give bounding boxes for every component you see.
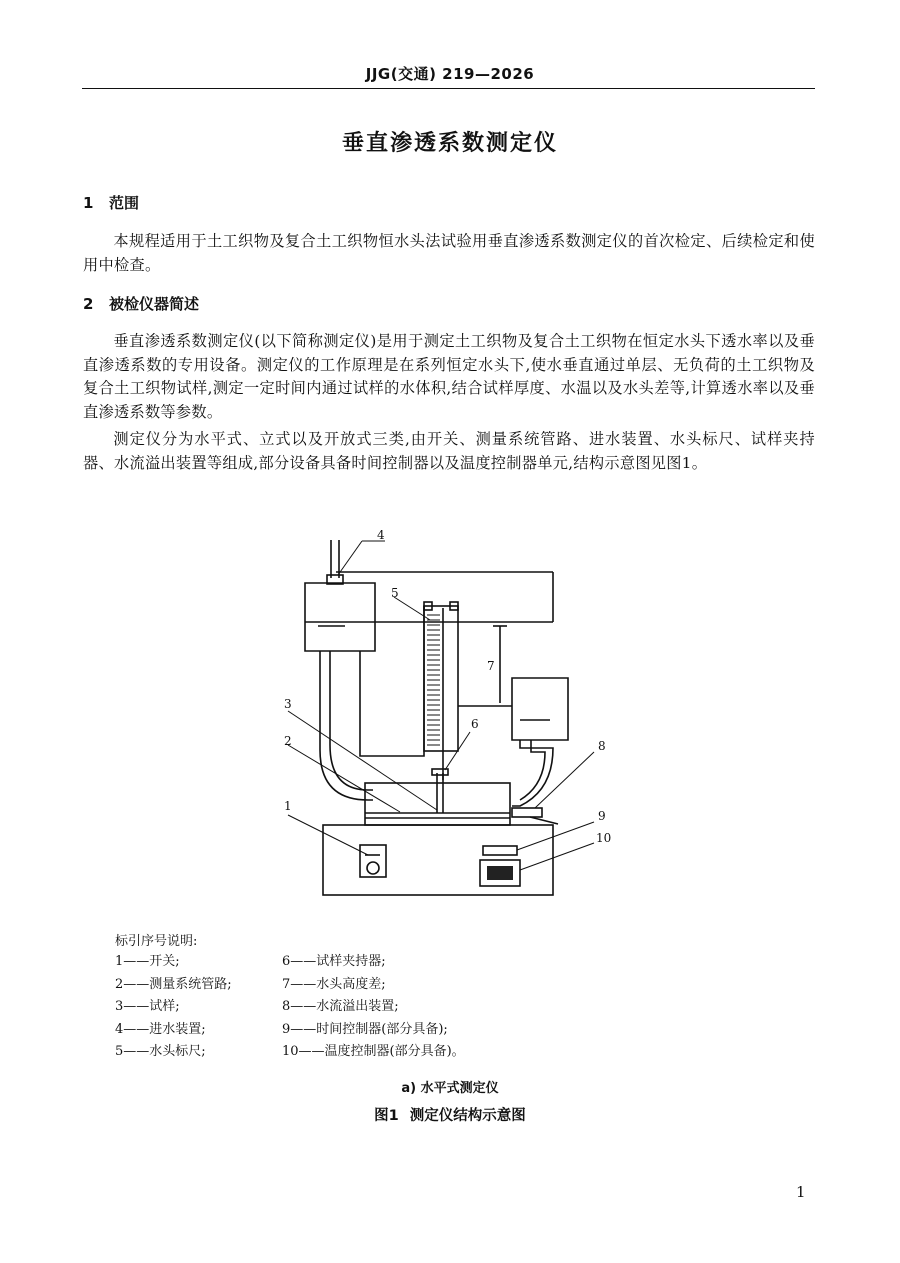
document-title: 垂直渗透系数测定仪 xyxy=(341,131,558,156)
legend-item: 3——试样; xyxy=(115,999,180,1014)
callout-1: 1 xyxy=(284,799,292,813)
callout-2: 2 xyxy=(284,734,292,748)
callout-4: 4 xyxy=(377,528,385,542)
document-code: JJG(交通) 219—2026 xyxy=(365,65,535,83)
legend-item: 7——水头高度差; xyxy=(282,976,386,992)
page-number: 1 xyxy=(796,1183,806,1201)
description-paragraph-1: 垂直渗透系数测定仪(以下简称测定仪)是用于测定土工织物及复合土工织物在恒定水头下透水率以及垂直渗透系数的专用设备。测定仪的工作原理是在系列恒定水头下,使水垂直通过单层、无负荷的土工织物及复合土工织物试样,测定一定时间内通过试样的水体积,结合试样厚度、水温以及水头差等,计算透水率以及垂直渗透系数等参数。 xyxy=(83,332,815,421)
callout-9: 9 xyxy=(598,809,606,823)
callout-6: 6 xyxy=(471,717,479,731)
section-title: 被检仪器简述 xyxy=(109,295,200,313)
callout-7: 7 xyxy=(487,659,495,673)
legend-item: 9——时间控制器(部分具备); xyxy=(282,1021,448,1037)
legend-item: 4——进水装置; xyxy=(115,1021,206,1037)
callout-8: 8 xyxy=(598,739,606,753)
legend-item: 1——开关; xyxy=(115,954,180,969)
inlet-tank xyxy=(305,583,375,651)
callout-5: 5 xyxy=(391,586,399,600)
legend-item: 10——温度控制器(部分具备)。 xyxy=(282,1044,465,1059)
overflow-tank xyxy=(512,678,568,740)
time-controller-icon xyxy=(483,846,517,855)
section-number: 2 xyxy=(83,295,94,313)
figure-caption: 图1 测定仪结构示意图 xyxy=(374,1108,526,1124)
legend-item: 5——水头标尺; xyxy=(115,1044,206,1059)
section-title: 范围 xyxy=(109,194,140,212)
head-scale xyxy=(424,606,458,751)
legend-item: 2——测量系统管路; xyxy=(115,976,232,992)
legend-right-column xyxy=(282,951,465,1064)
switch-icon xyxy=(360,845,386,877)
callout-10: 10 xyxy=(596,831,612,845)
figure-subcaption: a) 水平式测定仪 xyxy=(401,1081,499,1096)
legend-item: 6——试样夹持器; xyxy=(282,954,386,969)
description-paragraph-2: 测定仪分为水平式、立式以及开放式三类,由开关、测量系统管路、进水装置、水头标尺、试样夹持器、水流溢出装置等组成,部分设备具备时间控制器以及温度控制器单元,结构示意图见图1。 xyxy=(83,430,815,472)
section-number: 1 xyxy=(83,194,94,212)
scope-paragraph: 本规程适用于土工织物及复合土工织物恒水头法试验用垂直渗透系数测定仪的首次检定、后续检定和使用中检查。 xyxy=(83,232,815,274)
legend-item: 8——水流溢出装置; xyxy=(282,999,399,1014)
legend-title: 标引序号说明: xyxy=(115,934,198,949)
callout-3: 3 xyxy=(284,697,292,711)
legend-left-column xyxy=(115,951,232,1064)
